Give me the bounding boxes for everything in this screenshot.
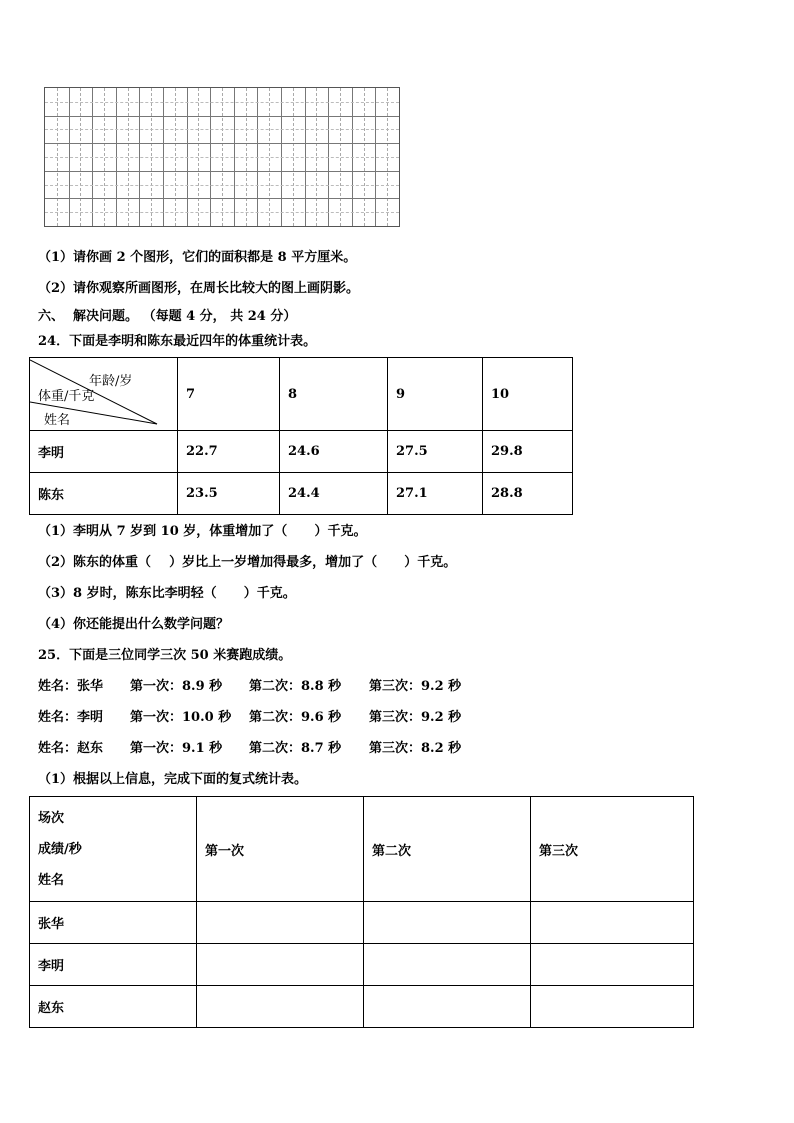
value-cell: 24.4: [280, 473, 388, 515]
grid-line-horizontal: [45, 116, 399, 117]
table-row: [30, 431, 573, 473]
race-table-header-row: [30, 797, 694, 902]
q24-title: 24．下面是李明和陈东最近四年的体重统计表。: [38, 334, 317, 349]
table-row: [30, 902, 694, 944]
race-table: [29, 796, 694, 1028]
weight-table-header-row: [30, 358, 573, 431]
header-name-label: 姓名: [44, 413, 71, 428]
grid-line-dashed: [45, 102, 399, 103]
answer-cell[interactable]: [197, 944, 364, 986]
name-cell: 陈东: [30, 473, 178, 515]
q25-title: 25．下面是三位同学三次 50 米赛跑成绩。: [38, 648, 292, 663]
record-first: 第一次：9.1 秒: [130, 741, 223, 756]
column-header: 第二次: [364, 797, 531, 902]
value-cell: 28.8: [483, 473, 573, 515]
answer-cell[interactable]: [531, 986, 694, 1028]
question-area: （1）请你画 2 个图形，它们的面积都是 8 平方厘米。: [38, 250, 357, 265]
name-cell: 李明: [30, 944, 197, 986]
column-header: 第一次: [197, 797, 364, 902]
answer-cell[interactable]: [197, 902, 364, 944]
name-cell: 赵东: [30, 986, 197, 1028]
diagonal-header-cell: [30, 358, 178, 431]
drawing-grid: [44, 87, 400, 227]
grid-line-dashed: [45, 157, 399, 158]
table-row: [30, 473, 573, 515]
table-row: [30, 944, 694, 986]
value-cell: 24.6: [280, 431, 388, 473]
q24-sub3: （3）8 岁时，陈东比李明轻（ ）千克。: [38, 586, 296, 601]
answer-cell[interactable]: [531, 944, 694, 986]
weight-table: [29, 357, 573, 515]
record-second: 第二次：8.8 秒: [249, 679, 342, 694]
record-name: 姓名：张华: [38, 679, 104, 694]
value-cell: 27.1: [388, 473, 483, 515]
age-cell: 10: [483, 358, 573, 431]
record-third: 第三次：9.2 秒: [369, 710, 462, 725]
grid-line-horizontal: [45, 171, 399, 172]
value-cell: 22.7: [178, 431, 280, 473]
answer-cell[interactable]: [531, 902, 694, 944]
record-second: 第二次：8.7 秒: [249, 741, 342, 756]
grid-line-dashed: [45, 129, 399, 130]
record-first: 第一次：8.9 秒: [130, 679, 223, 694]
grid-line-dashed: [45, 212, 399, 213]
header-line-round: 场次: [38, 810, 65, 826]
record-second: 第二次：9.6 秒: [249, 710, 342, 725]
q25-sub1: （1）根据以上信息，完成下面的复式统计表。: [38, 772, 308, 787]
age-cell: 9: [388, 358, 483, 431]
q24-sub1: （1）李明从 7 岁到 10 岁，体重增加了（ ）千克。: [38, 524, 367, 539]
answer-cell[interactable]: [364, 986, 531, 1028]
value-cell: 29.8: [483, 431, 573, 473]
column-header: 第三次: [531, 797, 694, 902]
record-third: 第三次：8.2 秒: [369, 741, 462, 756]
grid-line-dashed: [45, 185, 399, 186]
record-name: 姓名：赵东: [38, 741, 104, 756]
header-stack-cell: [30, 797, 197, 902]
record-third: 第三次：9.2 秒: [369, 679, 462, 694]
record-first: 第一次：10.0 秒: [130, 710, 232, 725]
age-cell: 7: [178, 358, 280, 431]
section-heading: 六、 解决问题。 （每题 4 分， 共 24 分）: [38, 309, 297, 324]
age-cell: 8: [280, 358, 388, 431]
record-name: 姓名：李明: [38, 710, 104, 725]
answer-cell[interactable]: [364, 902, 531, 944]
value-cell: 23.5: [178, 473, 280, 515]
question-shade: （2）请你观察所画图形，在周长比较大的图上画阴影。: [38, 281, 360, 296]
answer-cell[interactable]: [364, 944, 531, 986]
header-line-name: 姓名: [38, 872, 65, 888]
value-cell: 27.5: [388, 431, 483, 473]
grid-line-horizontal: [45, 198, 399, 199]
q24-sub4: （4）你还能提出什么数学问题？: [38, 617, 230, 632]
header-weight-label: 体重/千克: [38, 389, 95, 404]
table-row: [30, 986, 694, 1028]
q24-sub2: （2）陈东的体重（ ）岁比上一岁增加得最多，增加了（ ）千克。: [38, 555, 457, 570]
answer-cell[interactable]: [197, 986, 364, 1028]
name-cell: 张华: [30, 902, 197, 944]
name-cell: 李明: [30, 431, 178, 473]
header-age-label: 年龄/岁: [89, 374, 133, 389]
header-line-score: 成绩/秒: [38, 841, 82, 857]
grid-line-horizontal: [45, 143, 399, 144]
